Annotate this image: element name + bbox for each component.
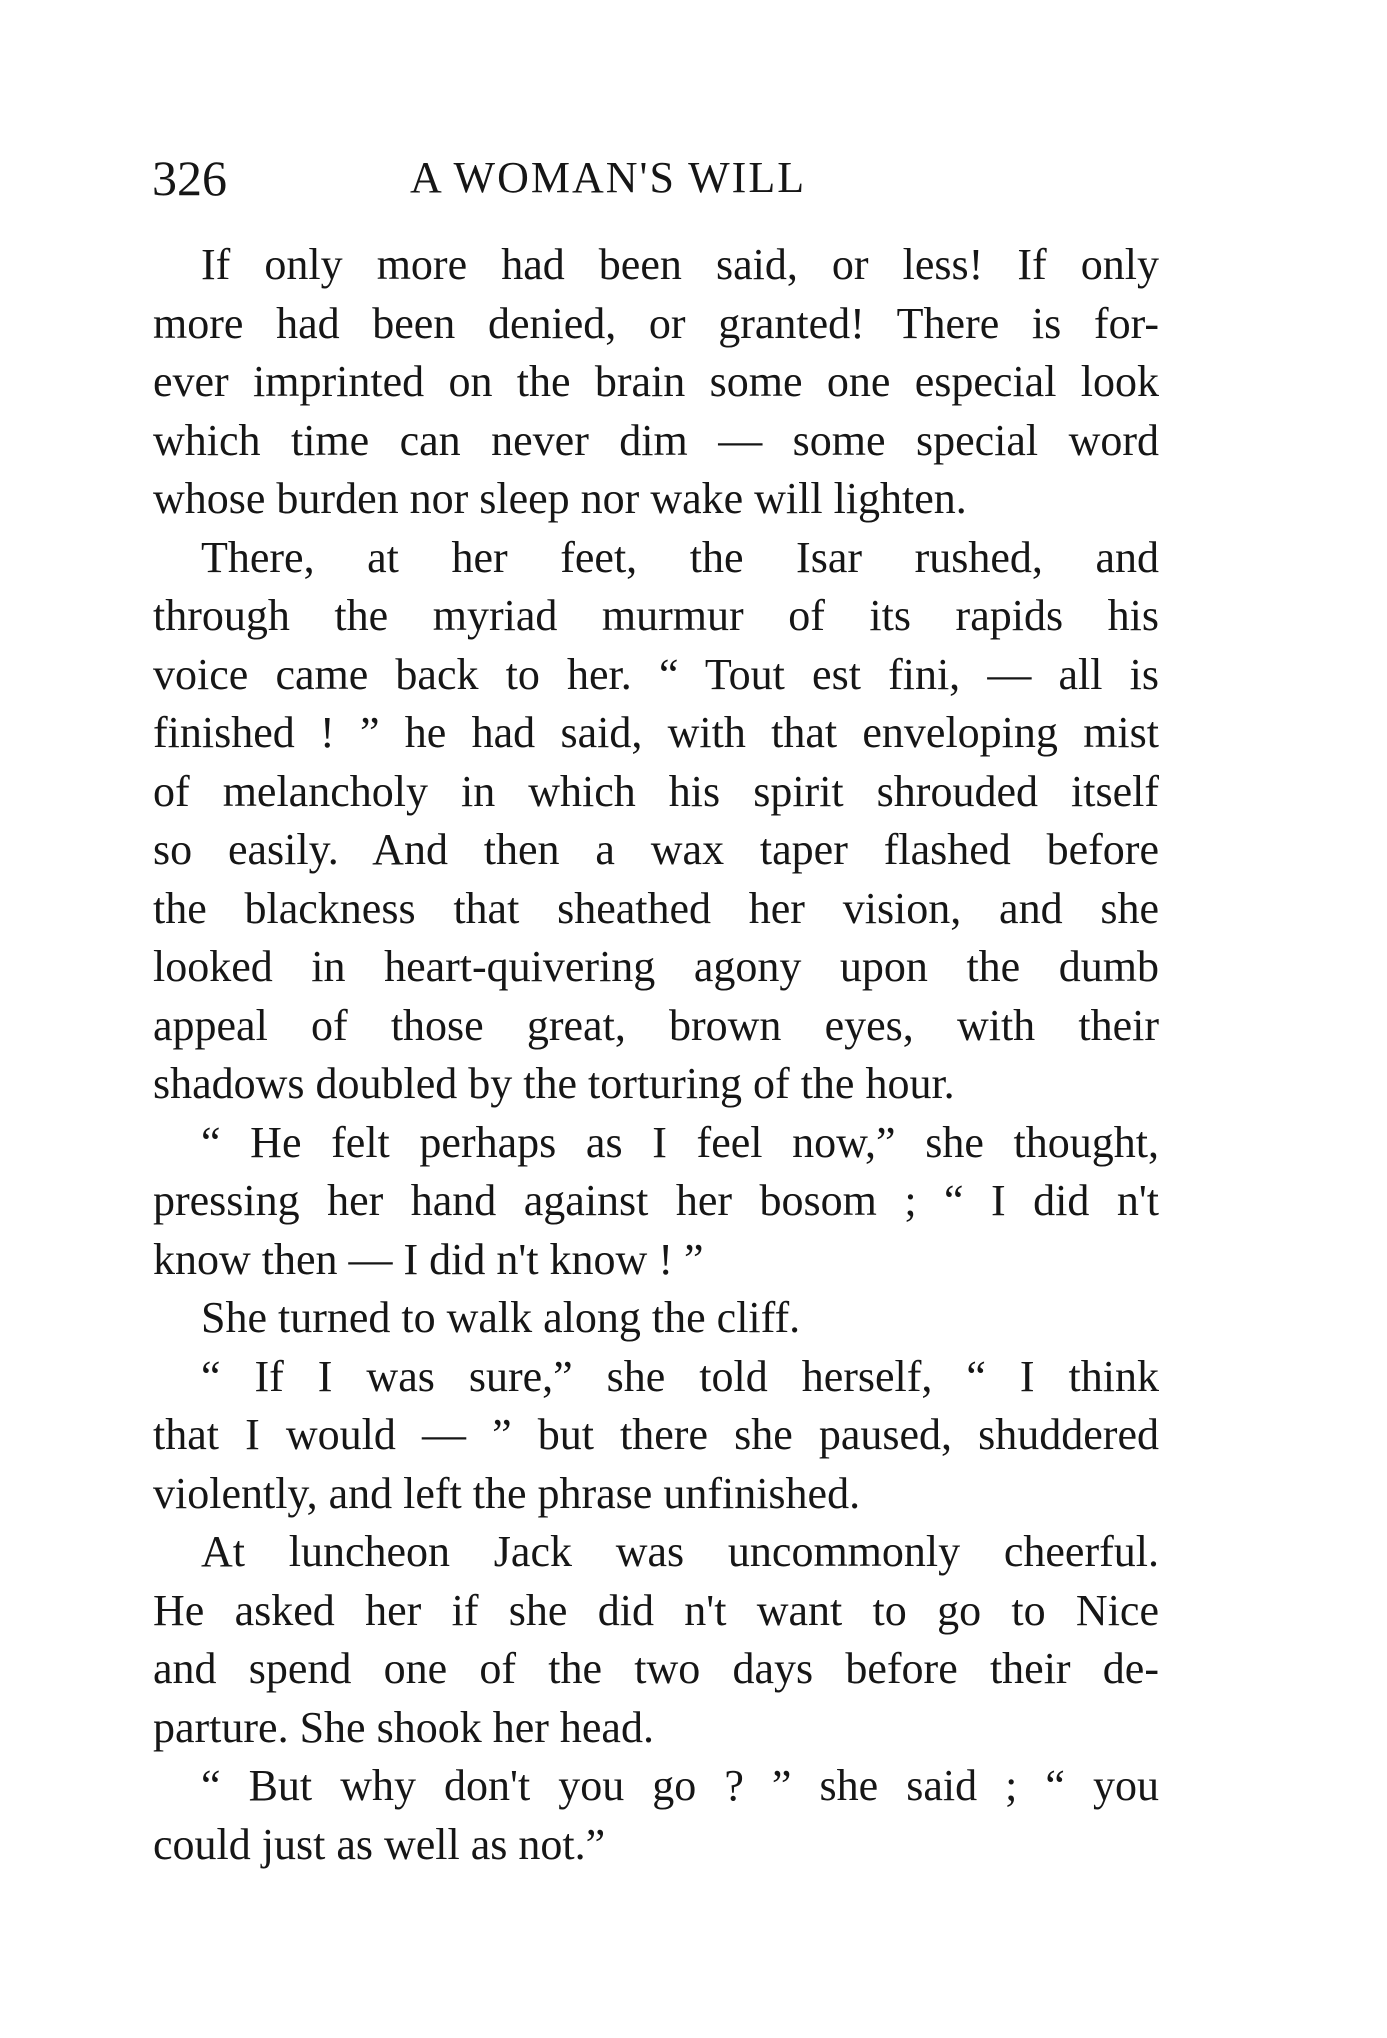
text-line: voice came back to her. “ Tout est fini, — all is [153, 649, 1159, 699]
text-line: appeal of those great, brown eyes, with their [153, 1000, 1159, 1050]
paragraph [153, 236, 1159, 529]
text-line: that I would — ” but there she paused, shuddered [153, 1410, 1159, 1459]
page-header [152, 148, 1162, 208]
text-line: which time can never dim — some special word [153, 415, 1159, 465]
text-line: and spend one of the two days before their de- [153, 1644, 1159, 1693]
text-line: the blackness that sheathed her vision, and she [153, 883, 1159, 933]
text-line: looked in heart-quivering agony upon the dumb [153, 942, 1159, 991]
paragraph [153, 1757, 1159, 1874]
text-line: whose burden nor sleep nor wake will lighten. [153, 474, 967, 523]
text-line: He asked her if she did n't want to go to Nice [153, 1585, 1159, 1635]
text-line: could just as well as not.” [153, 1819, 606, 1869]
paragraph [153, 1289, 1159, 1348]
text-line: “ He felt perhaps as I feel now,” she thought, [201, 1117, 1159, 1167]
text-line: parture. She shook her head. [153, 1702, 654, 1752]
text-line: She turned to walk along the cliff. [201, 1293, 801, 1342]
text-line: through the myriad murmur of its rapids his [153, 591, 1159, 640]
text-line: “ If I was sure,” she told herself, “ I think [201, 1351, 1159, 1401]
paragraph [153, 1523, 1159, 1757]
text-line: violently, and left the phrase unfinished. [153, 1468, 861, 1518]
running-title: A WOMAN'S WILL [410, 153, 807, 202]
text-line: of melancholy in which his spirit shrouded itself [153, 766, 1159, 816]
text-line: pressing her hand against her bosom ; “ I did n't [153, 1176, 1159, 1225]
text-line: know then — I did n't know ! ” [153, 1234, 704, 1284]
text-line: At luncheon Jack was uncommonly cheerful. [201, 1527, 1159, 1576]
text-line: ever imprinted on the brain some one especial look [153, 357, 1159, 406]
paragraph [153, 1114, 1159, 1290]
body-text [153, 236, 1159, 1874]
page-number: 326 [152, 150, 227, 206]
text-line: If only more had been said, or less! If only [201, 240, 1159, 289]
text-line: There, at her feet, the Isar rushed, and [201, 532, 1159, 582]
paragraph [153, 1348, 1159, 1524]
text-line: finished ! ” he had said, with that enveloping mist [153, 708, 1159, 757]
paragraph [153, 529, 1159, 1114]
text-line: more had been denied, or granted! There is for- [153, 298, 1159, 348]
text-line: shadows doubled by the torturing of the hour. [153, 1059, 955, 1108]
text-line: so easily. And then a wax taper flashed before [153, 825, 1159, 874]
text-line: “ But why don't you go ? ” she said ; “ you [201, 1761, 1159, 1810]
